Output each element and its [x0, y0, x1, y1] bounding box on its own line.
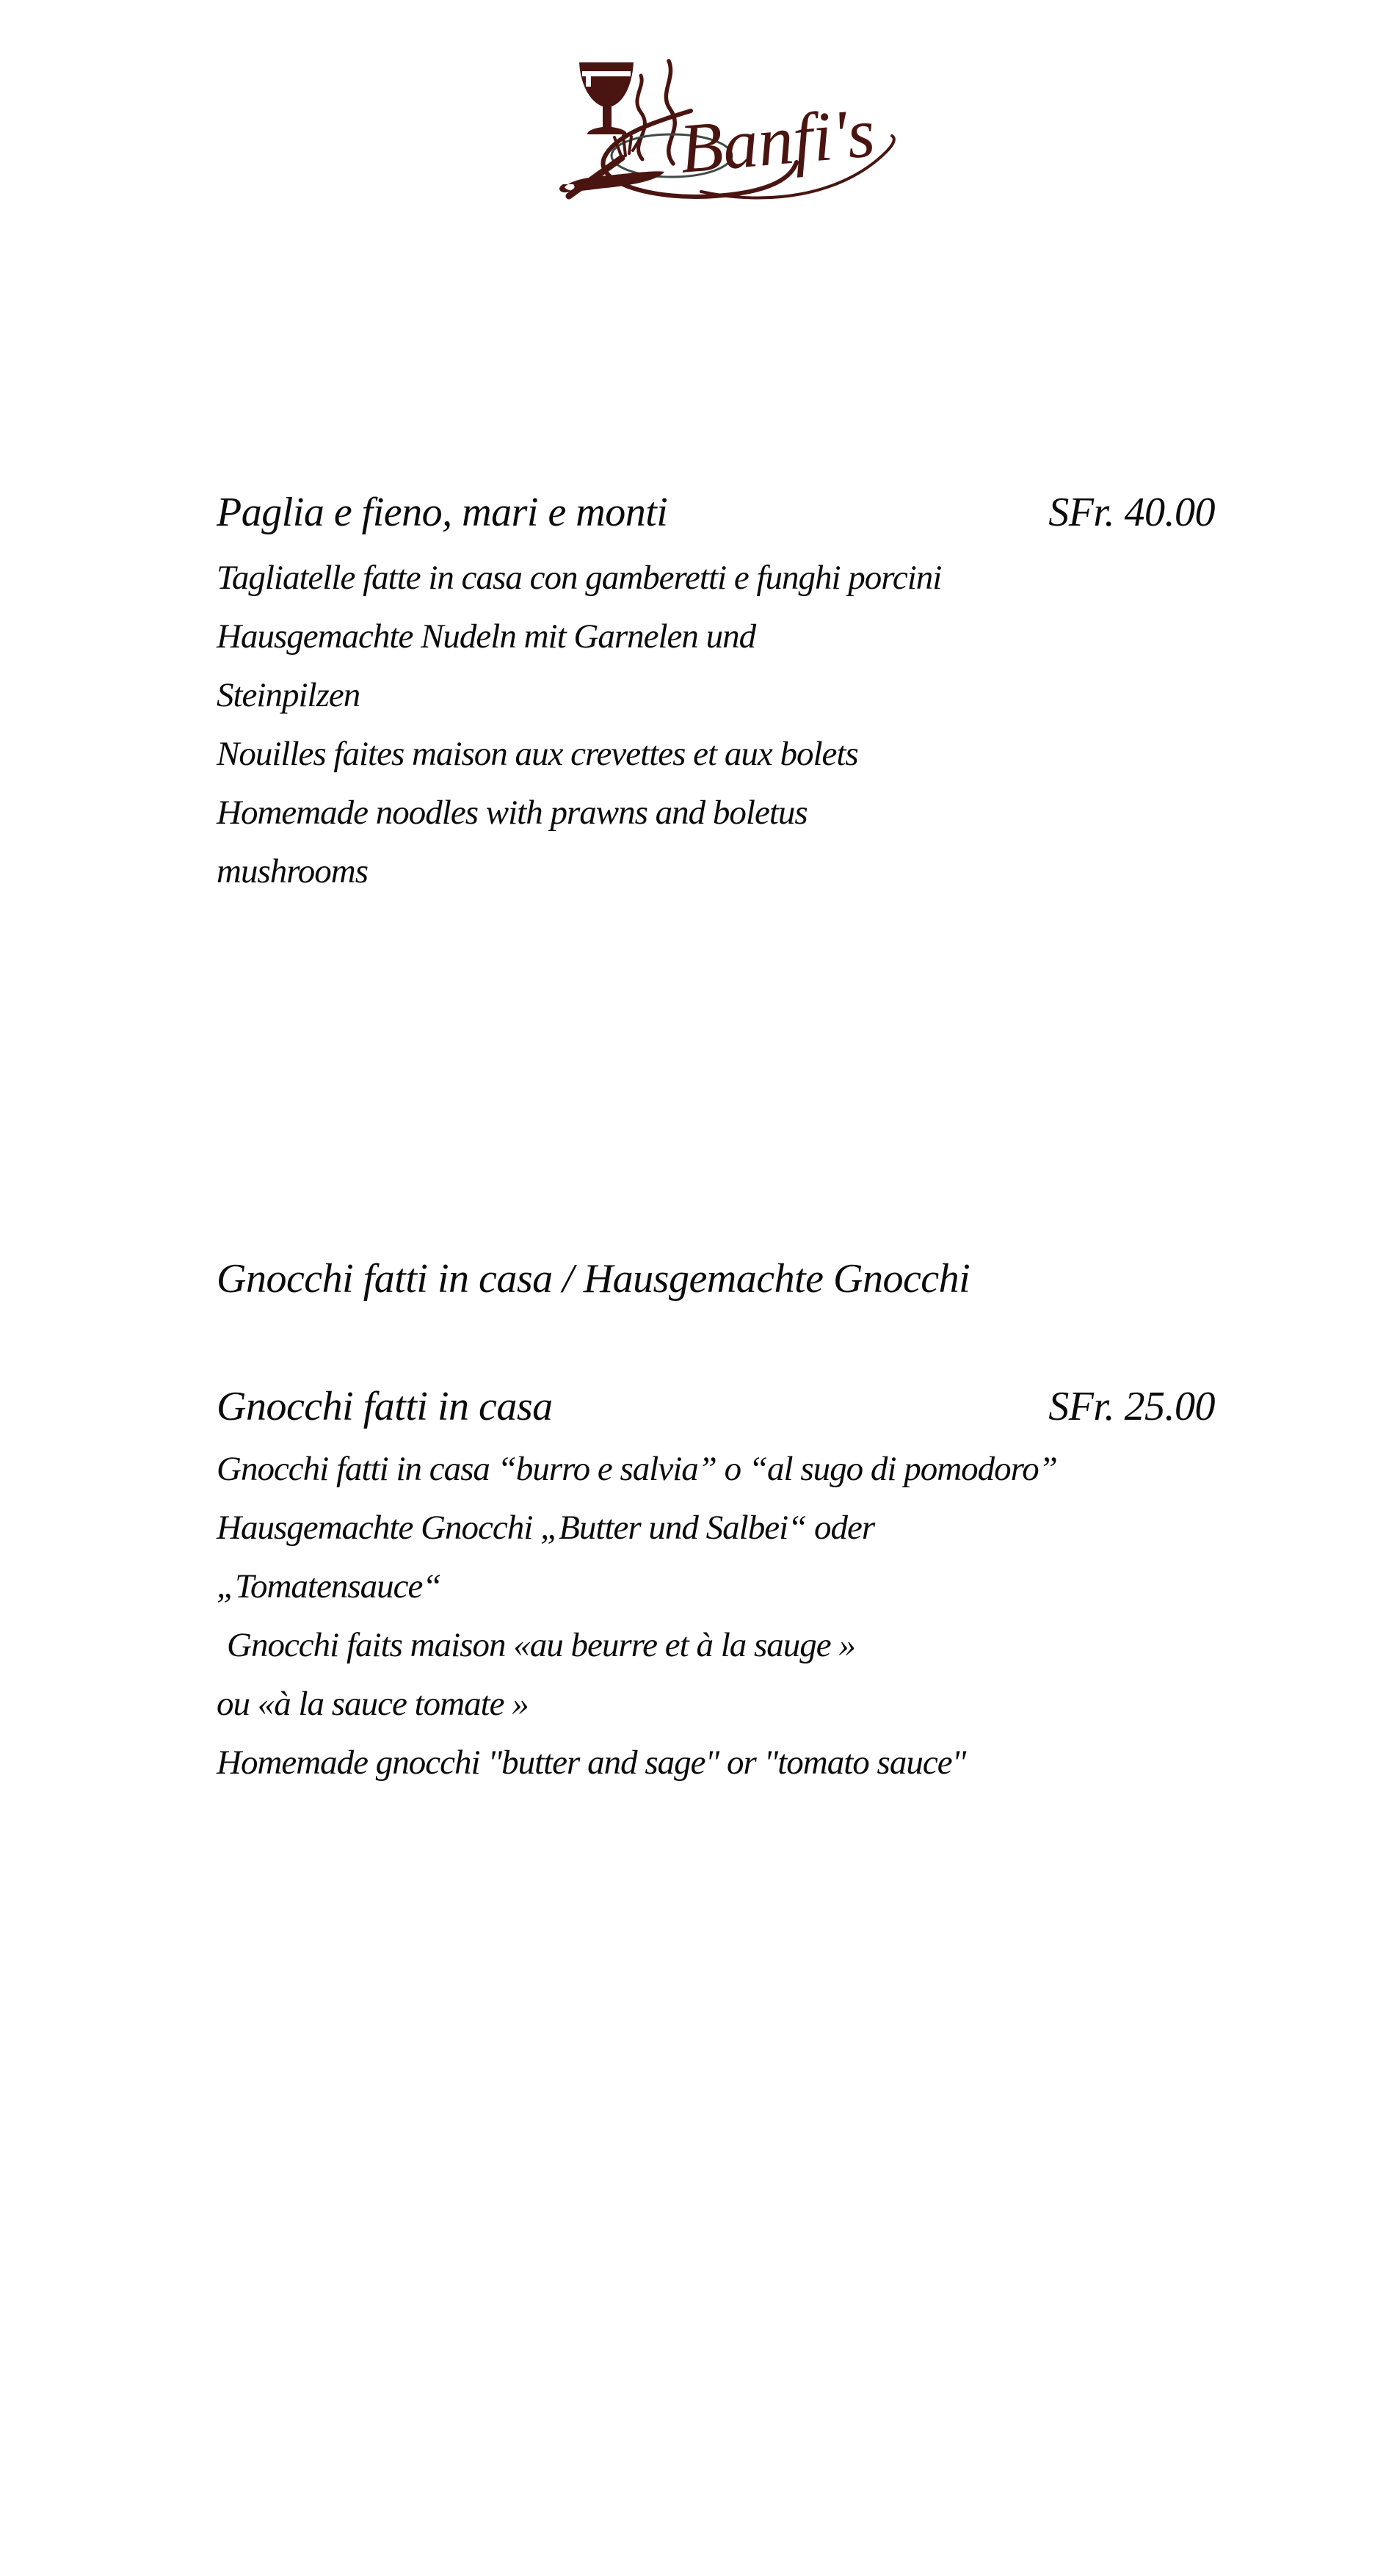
description-line-de-cont: „Tomatensauce“: [217, 1567, 441, 1606]
description-line-en: Homemade noodles with prawns and boletus: [217, 794, 808, 832]
menu-item-header: [217, 1376, 1215, 1438]
section-heading: Gnocchi fatti in casa / Hausgemachte Gnocchi: [217, 1256, 970, 1302]
menu-item-description: [217, 1440, 1254, 1792]
description-line-en-cont: mushrooms: [217, 852, 369, 890]
description-line-de: Hausgemachte Nudeln mit Garnelen und: [217, 617, 756, 656]
description-line-it: Gnocchi fatti in casa “burro e salvia” o “al sugo di pomodoro”: [217, 1450, 1057, 1488]
menu-item-title: Paglia e fieno, mari e monti: [217, 490, 668, 535]
steam-icon: [637, 61, 675, 164]
description-line-de-cont: Steinpilzen: [217, 676, 360, 714]
description-line-it: Tagliatelle fatte in casa con gamberetti e funghi porcini: [217, 559, 942, 597]
description-line-fr: Nouilles faites maison aux crevettes et aux bolets: [217, 735, 858, 773]
logo-wordmark: Banfi's: [676, 92, 878, 188]
description-line-fr-cont: ou «à la sauce tomate »: [217, 1685, 529, 1723]
description-line-en: Homemade gnocchi "butter and sage" or "tomato sauce": [217, 1744, 966, 1782]
menu-item-header: [217, 482, 1215, 544]
description-line-fr: Gnocchi faits maison «au beurre et à la sauge »: [227, 1626, 855, 1664]
menu-item-title: Gnocchi fatti in casa: [217, 1384, 553, 1429]
knife-icon: [559, 171, 664, 192]
menu-item-description: [217, 548, 1254, 901]
menu-item-price: SFr. 40.00: [1048, 490, 1215, 535]
restaurant-logo: [547, 40, 907, 231]
menu-item-price: SFr. 25.00: [1048, 1384, 1215, 1429]
description-line-de: Hausgemachte Gnocchi „Butter und Salbei“ oder: [217, 1509, 875, 1547]
wine-glass-icon: [579, 62, 634, 134]
